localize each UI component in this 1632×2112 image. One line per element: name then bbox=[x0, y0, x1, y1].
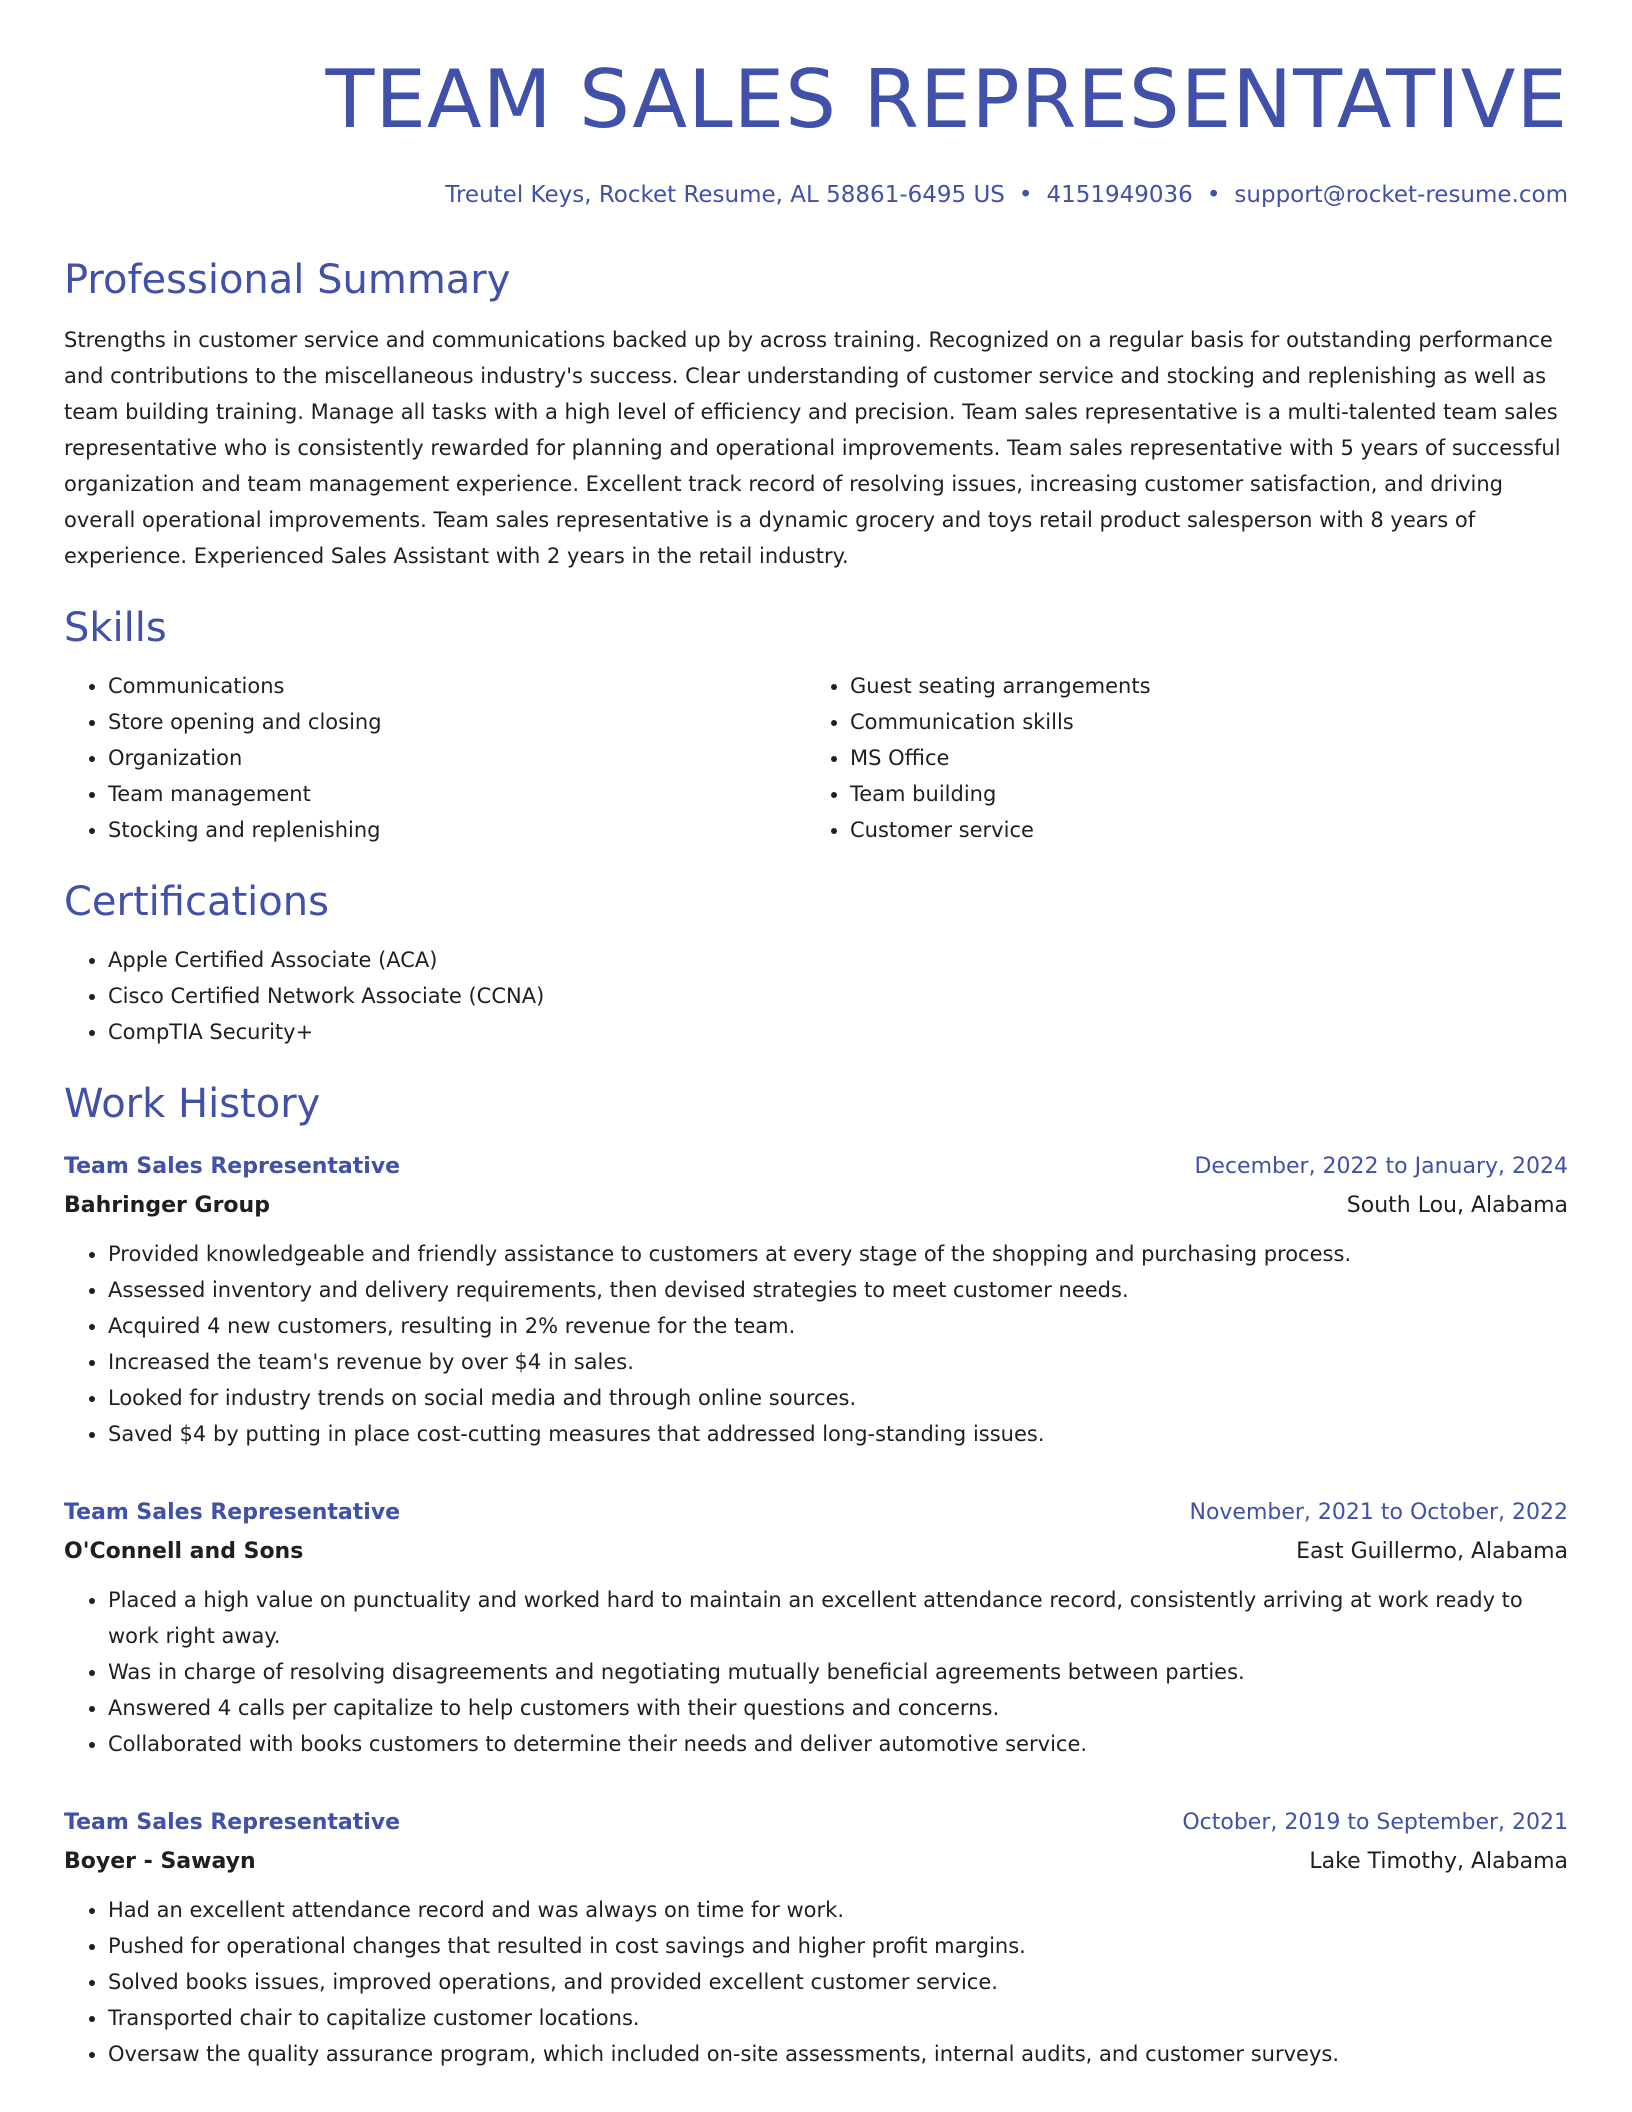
skills-heading: Skills bbox=[64, 605, 167, 651]
contact-email[interactable]: support@rocket-resume.com bbox=[1234, 182, 1568, 208]
skill-item: • Organization bbox=[108, 740, 806, 776]
job-bullet: • Placed a high value on punctuality and worked hard to maintain an excellent attendance record, consistently arriving at work ready to work right away. bbox=[108, 1582, 1568, 1654]
skill-item: • Communications bbox=[108, 668, 806, 704]
skill-item: • Stocking and replenishing bbox=[108, 812, 806, 848]
certification-item: • Apple Certified Associate (ACA) bbox=[108, 942, 1568, 978]
summary-text: Strengths in customer service and communications backed up by across training. Recognized on a regular basis for outstanding performance and contributions to the miscellaneous industry's success. Clear understanding of customer service and stocking and replenishing as well as team building training. Manage all tasks with a high level of efficiency and precision. Team sales representative is a multi-talented team sales representative who is consistently rewarded for planning and operational improvements. Team sales representative with 5 years of successful organization and team management experience. Excellent track record of resolving issues, increasing customer satisfaction, and driving overall operational improvements. Team sales representative is a dynamic grocery and toys retail product salesperson with 8 years of experience. Experienced Sales Assistant with 2 years in the retail industry. bbox=[64, 328, 1561, 568]
job-company-row bbox=[64, 1842, 1568, 1882]
job-dates: November, 2021 to October, 2022 bbox=[1189, 1500, 1568, 1525]
job-company: O'Connell and Sons bbox=[64, 1539, 304, 1564]
job-bullet: • Transported chair to capitalize customer locations. bbox=[108, 2000, 1568, 2036]
skill-item: • Team building bbox=[850, 776, 1548, 812]
job-bullet: • Increased the team's revenue by over $4 in sales. bbox=[108, 1344, 1568, 1380]
job-entry bbox=[64, 1148, 1568, 1452]
job-entry bbox=[64, 1494, 1568, 1762]
skill-item: • Team management bbox=[108, 776, 806, 812]
certification-item: • CompTIA Security+ bbox=[108, 1014, 1568, 1050]
resume-header bbox=[64, 0, 1568, 210]
job-bullet: • Had an excellent attendance record and was always on time for work. bbox=[108, 1892, 1568, 1928]
job-title: Team Sales Representative bbox=[64, 1154, 401, 1179]
contact-line bbox=[64, 180, 1568, 210]
certifications-list bbox=[64, 942, 1568, 1050]
job-bullet: • Provided knowledgeable and friendly assistance to customers at every stage of the shopping and purchasing process. bbox=[108, 1236, 1568, 1272]
contact-separator: • bbox=[1018, 182, 1033, 208]
job-company: Boyer - Sawayn bbox=[64, 1849, 256, 1874]
summary-heading: Professional Summary bbox=[64, 257, 511, 303]
job-dates: December, 2022 to January, 2024 bbox=[1194, 1154, 1568, 1179]
job-bullets bbox=[64, 1236, 1568, 1452]
skills-column-right bbox=[806, 668, 1548, 848]
job-company-row bbox=[64, 1186, 1568, 1226]
job-bullet: • Was in charge of resolving disagreements and negotiating mutually beneficial agreements between parties. bbox=[108, 1654, 1568, 1690]
skills-list bbox=[64, 668, 1568, 848]
certification-item: • Cisco Certified Network Associate (CCNA) bbox=[108, 978, 1568, 1014]
job-location: East Guillermo, Alabama bbox=[1296, 1539, 1568, 1564]
job-title-row bbox=[64, 1494, 1568, 1532]
job-bullet: • Assessed inventory and delivery requirements, then devised strategies to meet customer needs. bbox=[108, 1272, 1568, 1308]
job-bullet: • Acquired 4 new customers, resulting in 2% revenue for the team. bbox=[108, 1308, 1568, 1344]
job-company: Bahringer Group bbox=[64, 1193, 270, 1218]
contact-address: Treutel Keys, Rocket Resume, AL 58861-6495 US bbox=[445, 182, 1005, 208]
job-company-row bbox=[64, 1532, 1568, 1572]
job-bullet: • Answered 4 calls per capitalize to help customers with their questions and concerns. bbox=[108, 1690, 1568, 1726]
certifications-heading: Certifications bbox=[64, 879, 329, 925]
skills-column-left bbox=[64, 668, 806, 848]
job-bullet: • Pushed for operational changes that resulted in cost savings and higher profit margins. bbox=[108, 1928, 1568, 1964]
skill-item: • Communication skills bbox=[850, 704, 1548, 740]
job-bullet: • Oversaw the quality assurance program, which included on-site assessments, internal audits, and customer surveys. bbox=[108, 2036, 1568, 2072]
job-bullet: • Collaborated with books customers to determine their needs and deliver automotive service. bbox=[108, 1726, 1568, 1762]
skill-item: • MS Office bbox=[850, 740, 1548, 776]
job-bullets bbox=[64, 1892, 1568, 2072]
skill-item: • Store opening and closing bbox=[108, 704, 806, 740]
job-title: Team Sales Representative bbox=[64, 1810, 401, 1835]
job-title-row bbox=[64, 1148, 1568, 1186]
work-history-heading: Work History bbox=[64, 1081, 321, 1127]
job-title: Team Sales Representative bbox=[64, 1500, 401, 1525]
skill-item: • Customer service bbox=[850, 812, 1548, 848]
job-location: South Lou, Alabama bbox=[1346, 1193, 1568, 1218]
job-dates: October, 2019 to September, 2021 bbox=[1182, 1810, 1568, 1835]
job-bullets bbox=[64, 1582, 1568, 1762]
contact-phone: 4151949036 bbox=[1046, 182, 1193, 208]
job-entry bbox=[64, 1804, 1568, 2072]
job-title-row bbox=[64, 1804, 1568, 1842]
job-bullet: • Solved books issues, improved operations, and provided excellent customer service. bbox=[108, 1964, 1568, 2000]
resume-name: TEAM SALES REPRESENTATIVE bbox=[325, 53, 1568, 146]
job-bullet: • Looked for industry trends on social media and through online sources. bbox=[108, 1380, 1568, 1416]
job-bullet: • Saved $4 by putting in place cost-cutting measures that addressed long-standing issues. bbox=[108, 1416, 1568, 1452]
job-location: Lake Timothy, Alabama bbox=[1309, 1849, 1568, 1874]
skill-item: • Guest seating arrangements bbox=[850, 668, 1548, 704]
contact-separator: • bbox=[1206, 182, 1221, 208]
